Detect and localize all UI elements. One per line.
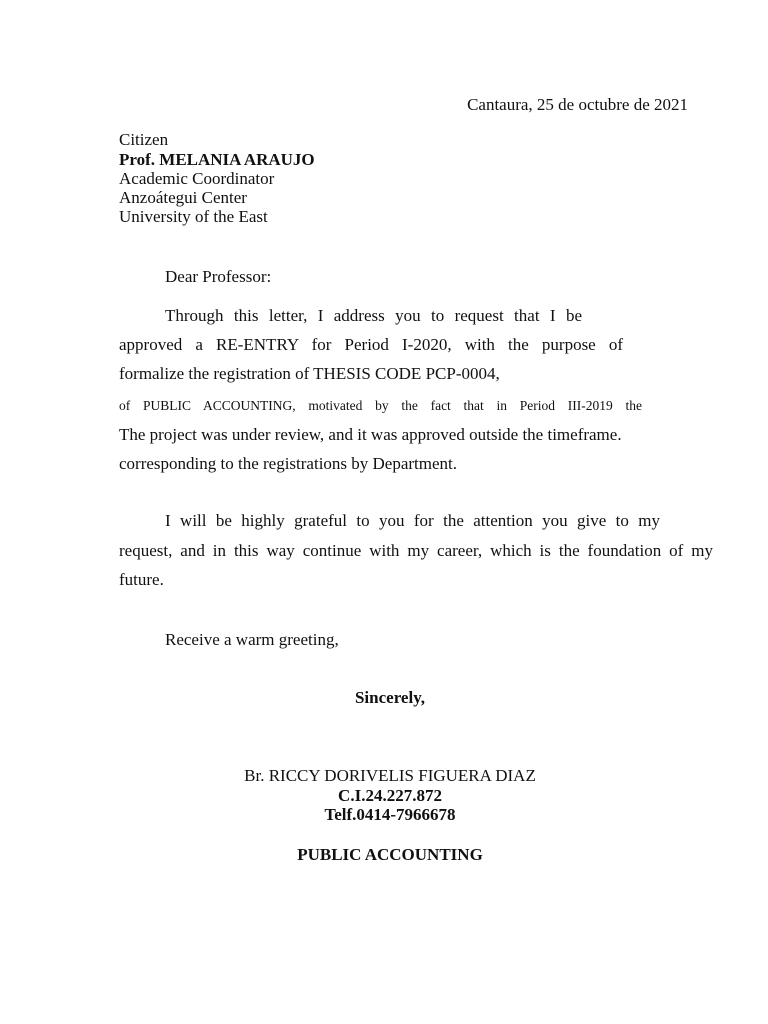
salutation: Dear Professor:	[165, 267, 272, 286]
signature-phone: Telf.0414-7966678	[324, 805, 456, 824]
recipient-line1: Citizen	[119, 130, 169, 149]
recipient-institution: University of the East	[119, 207, 268, 226]
paragraph1-line3: formalize the registration of THESIS CODE PCP-0004,	[119, 364, 500, 383]
paragraph2-line2: request, and in this way continue with my career, which is the foundation of my	[119, 541, 713, 560]
paragraph2-line1: I will be highly grateful to you for the attention you give to my	[165, 511, 660, 530]
recipient-name: Prof. MELANIA ARAUJO	[119, 150, 315, 169]
recipient-center: Anzoátegui Center	[119, 188, 247, 207]
recipient-title: Academic Coordinator	[119, 169, 275, 188]
paragraph2-line3: future.	[119, 570, 164, 589]
place-date: Cantaura, 25 de octubre de 2021	[467, 95, 688, 114]
paragraph1-line4: of PUBLIC ACCOUNTING, motivated by the fact that in Period III-2019 the	[119, 398, 642, 413]
paragraph1-line1: Through this letter, I address you to request that I be	[165, 306, 582, 325]
signature-program: PUBLIC ACCOUNTING	[297, 845, 483, 864]
greeting: Receive a warm greeting,	[165, 630, 339, 649]
paragraph1-line5: The project was under review, and it was approved outside the timeframe.	[119, 425, 622, 444]
closing: Sincerely,	[354, 688, 426, 707]
signature-id: C.I.24.227.872	[338, 786, 442, 805]
signature-name: Br. RICCY DORIVELIS FIGUERA DIAZ	[244, 766, 536, 785]
paragraph1-line6: corresponding to the registrations by Department.	[119, 454, 458, 473]
paragraph1-line2: approved a RE-ENTRY for Period I-2020, with the purpose of	[119, 335, 623, 354]
